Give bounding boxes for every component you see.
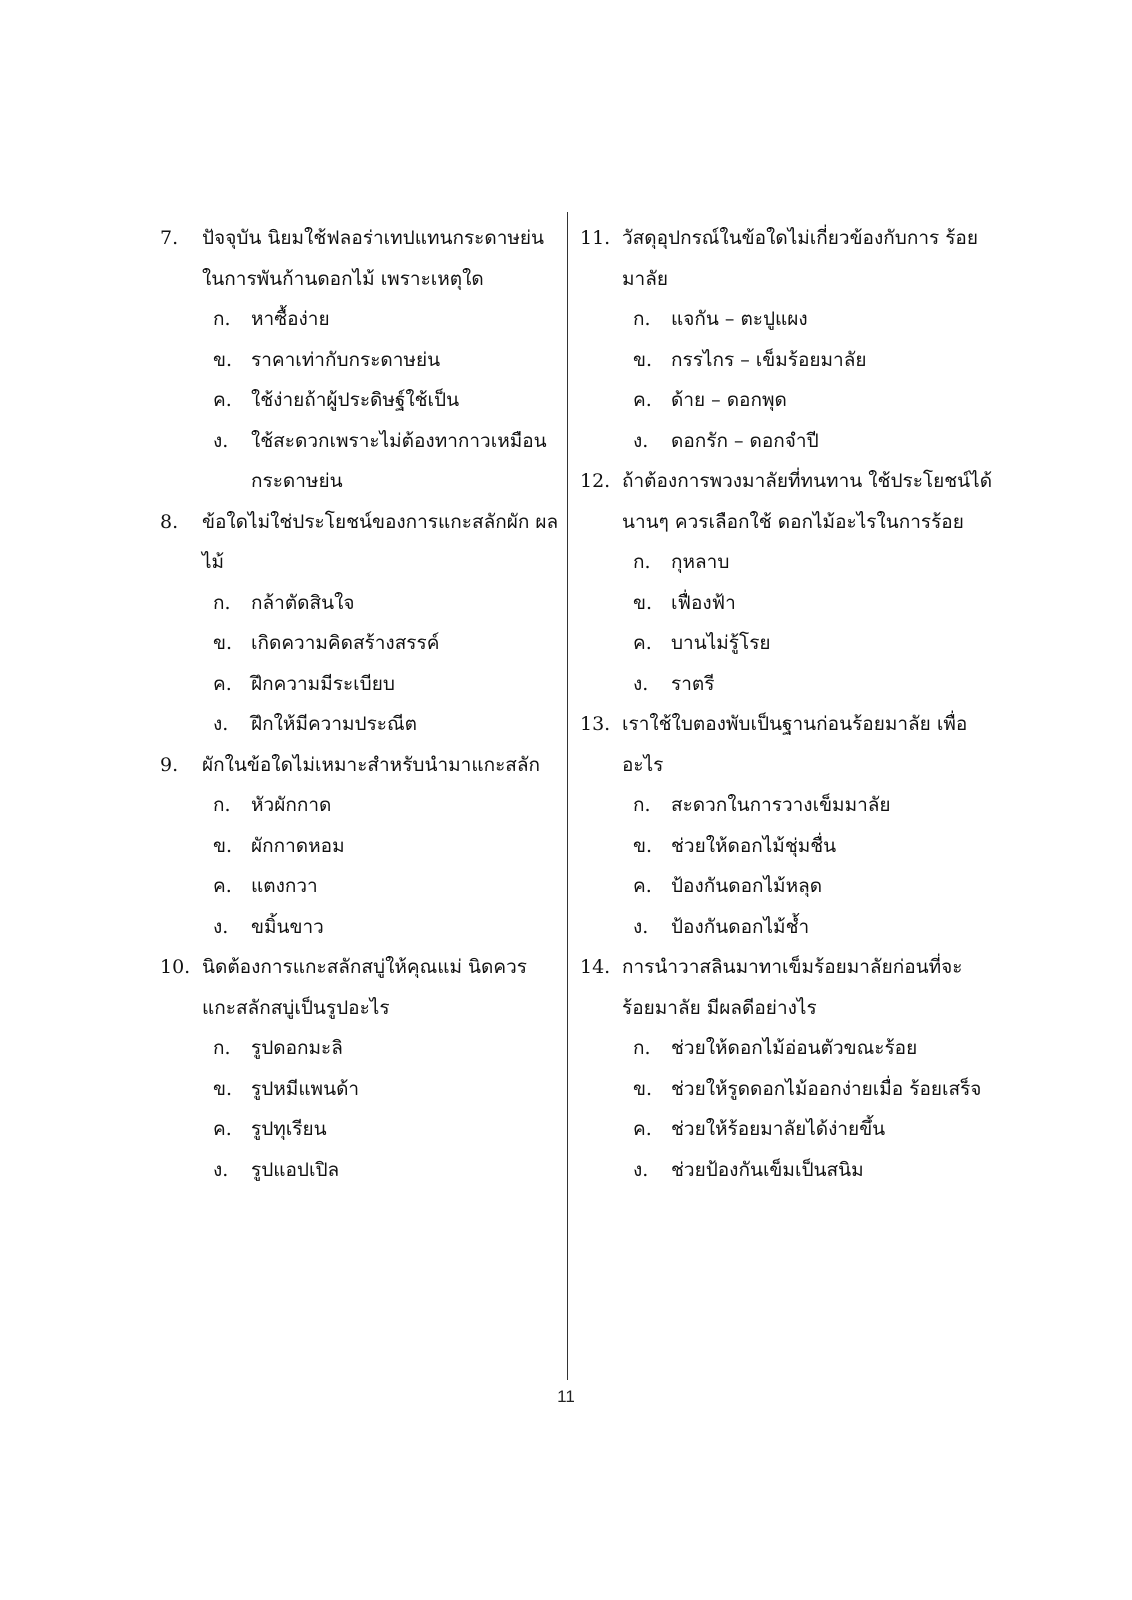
answer-option bbox=[160, 664, 560, 705]
option-letter: ค. bbox=[633, 632, 652, 654]
question bbox=[160, 947, 560, 1190]
option-letter: ก. bbox=[633, 551, 651, 573]
answer-option bbox=[160, 380, 560, 421]
option-text: กรรไกร – เข็มร้อยมาลัย bbox=[671, 348, 867, 371]
option-letter: ก. bbox=[633, 794, 651, 816]
option-text: สะดวกในการวางเข็มมาลัย bbox=[671, 794, 891, 816]
option-letter: ง. bbox=[213, 915, 229, 938]
option-letter: ก. bbox=[213, 591, 231, 614]
question bbox=[160, 218, 560, 502]
option-letter: ค. bbox=[213, 389, 232, 411]
question-number: 14. bbox=[580, 956, 611, 978]
question-text: ผักในข้อใดไม่เหมาะสำหรับนำมาแกะสลัก bbox=[202, 753, 541, 776]
question-stem bbox=[580, 461, 1000, 542]
option-text: ฝึกความมีระเบียบ bbox=[251, 672, 395, 695]
question-text: ถ้าต้องการพวงมาลัยที่ทนทาน ใช้ประโยชน์ได้นานๆ ควรเลือกใช้ ดอกไม้อะไรในการร้อย bbox=[622, 470, 993, 533]
answer-option bbox=[580, 907, 1000, 948]
answer-option bbox=[580, 1069, 1000, 1110]
option-text: ช่วยให้ร้อยมาลัยได้ง่ายขึ้น bbox=[671, 1118, 886, 1140]
option-text: รูปแอปเปิล bbox=[251, 1158, 340, 1181]
option-text: ขมิ้นขาว bbox=[251, 915, 324, 938]
answer-option bbox=[160, 785, 560, 826]
option-letter: ง. bbox=[633, 429, 649, 452]
page-number: 11 bbox=[557, 1387, 575, 1406]
option-text: ราคาเท่ากับกระดาษย่น bbox=[251, 348, 441, 371]
question-stem bbox=[160, 947, 560, 1028]
option-letter: ง. bbox=[633, 1158, 649, 1181]
question-number: 7. bbox=[160, 227, 179, 249]
question bbox=[160, 745, 560, 948]
question-stem bbox=[160, 218, 560, 299]
option-text: ฝึกให้มีความประณีต bbox=[251, 713, 417, 735]
left-column bbox=[160, 218, 560, 1190]
option-text: เฟื่องฟ้า bbox=[671, 591, 736, 614]
answer-option bbox=[580, 380, 1000, 421]
answer-option bbox=[580, 826, 1000, 867]
option-text: แตงกวา bbox=[251, 875, 318, 897]
option-letter: ง. bbox=[213, 1158, 229, 1181]
answer-option bbox=[160, 583, 560, 624]
option-letter: ก. bbox=[213, 1037, 231, 1059]
option-text: ช่วยให้รูดดอกไม้ออกง่ายเมื่อ ร้อยเสร็จ bbox=[671, 1077, 982, 1100]
answer-option bbox=[160, 623, 560, 664]
answer-option bbox=[580, 421, 1000, 462]
answer-option bbox=[580, 623, 1000, 664]
answer-option bbox=[160, 1150, 560, 1191]
question-stem bbox=[580, 218, 1000, 299]
question bbox=[160, 502, 560, 745]
answer-option bbox=[580, 664, 1000, 705]
option-letter: ก. bbox=[213, 308, 231, 330]
question-text: ข้อใดไม่ใช่ประโยชน์ของการแกะสลักผัก ผลไม้ bbox=[202, 510, 559, 573]
right-column bbox=[580, 218, 1000, 1190]
option-text: กล้าตัดสินใจ bbox=[251, 591, 355, 614]
option-letter: ง. bbox=[633, 915, 649, 938]
question-number: 8. bbox=[160, 510, 179, 533]
answer-option bbox=[580, 1028, 1000, 1069]
option-text: รูปดอกมะลิ bbox=[251, 1037, 343, 1059]
answer-option bbox=[160, 1069, 560, 1110]
option-letter: ข. bbox=[633, 591, 653, 614]
option-letter: ข. bbox=[213, 632, 233, 654]
answer-option bbox=[160, 1028, 560, 1069]
answer-option bbox=[580, 785, 1000, 826]
option-text: ช่วยให้ดอกไม้อ่อนตัวขณะร้อย bbox=[671, 1037, 918, 1059]
answer-option bbox=[580, 299, 1000, 340]
answer-option bbox=[580, 1109, 1000, 1150]
question-stem bbox=[160, 745, 560, 786]
option-text: ด้าย – ดอกพุด bbox=[671, 389, 787, 411]
option-text: ป้องกันดอกไม้หลุด bbox=[671, 875, 823, 897]
option-letter: ค. bbox=[213, 1118, 232, 1140]
option-letter: ก. bbox=[633, 308, 651, 330]
option-text: แจกัน – ตะปูแผง bbox=[671, 308, 808, 330]
option-letter: ง. bbox=[213, 429, 229, 452]
option-text: หาซื้อง่าย bbox=[251, 308, 330, 330]
question-stem bbox=[160, 502, 560, 583]
question-number: 9. bbox=[160, 753, 179, 776]
answer-option bbox=[160, 704, 560, 745]
question-text: ปัจจุบัน นิยมใช้ฟลอร่าเทปแทนกระดาษย่น ในการพันก้านดอกไม้ เพราะเหตุใด bbox=[202, 227, 545, 290]
option-letter: ก. bbox=[213, 794, 231, 816]
option-text: หัวผักกาด bbox=[251, 794, 332, 816]
option-text: กุหลาบ bbox=[671, 551, 730, 573]
question-number: 12. bbox=[580, 470, 611, 492]
question-number: 11. bbox=[580, 227, 611, 249]
question-text: การนำวาสลินมาทาเข็มร้อยมาลัยก่อนที่จะ ร้อยมาลัย มีผลดีอย่างไร bbox=[622, 956, 963, 1019]
option-text: ช่วยให้ดอกไม้ชุ่มชื่น bbox=[671, 834, 837, 857]
question bbox=[580, 218, 1000, 461]
option-letter: ง. bbox=[633, 672, 649, 695]
answer-option bbox=[580, 583, 1000, 624]
option-text: ใช้สะดวกเพราะไม่ต้องทากาวเหมือน กระดาษย่น bbox=[251, 429, 547, 492]
answer-option bbox=[160, 866, 560, 907]
option-letter: ค. bbox=[633, 1118, 652, 1140]
answer-option bbox=[580, 542, 1000, 583]
option-text: ผักกาดหอม bbox=[251, 834, 345, 857]
answer-option bbox=[580, 866, 1000, 907]
option-letter: ข. bbox=[213, 348, 233, 371]
option-letter: ข. bbox=[633, 834, 653, 857]
option-letter: ง. bbox=[213, 713, 229, 735]
column-divider bbox=[567, 212, 568, 1380]
question-text: เราใช้ใบตองพับเป็นฐานก่อนร้อยมาลัย เพื่ออะไร bbox=[622, 713, 968, 776]
question-stem bbox=[580, 704, 1000, 785]
option-letter: ข. bbox=[213, 834, 233, 857]
option-text: รูปทุเรียน bbox=[251, 1118, 327, 1140]
option-letter: ข. bbox=[633, 348, 653, 371]
option-letter: ก. bbox=[633, 1037, 651, 1059]
answer-option bbox=[580, 340, 1000, 381]
answer-option bbox=[160, 299, 560, 340]
question-number: 13. bbox=[580, 713, 611, 735]
option-text: ราตรี bbox=[671, 672, 715, 695]
answer-option bbox=[580, 1150, 1000, 1191]
answer-option bbox=[160, 421, 560, 502]
question-stem bbox=[580, 947, 1000, 1028]
option-text: เกิดความคิดสร้างสรรค์ bbox=[251, 632, 440, 654]
option-letter: ค. bbox=[633, 875, 652, 897]
question bbox=[580, 461, 1000, 704]
option-text: ป้องกันดอกไม้ช้ำ bbox=[671, 915, 810, 938]
question-text: วัสดุอุปกรณ์ในข้อใดไม่เกี่ยวข้องกับการ ร้อยมาลัย bbox=[622, 227, 978, 290]
option-letter: ข. bbox=[213, 1077, 233, 1100]
option-text: ใช้ง่ายถ้าผู้ประดิษฐ์ใช้เป็น bbox=[251, 389, 460, 411]
answer-option bbox=[160, 907, 560, 948]
option-letter: ข. bbox=[633, 1077, 653, 1100]
option-letter: ค. bbox=[213, 672, 232, 695]
option-text: บานไม่รู้โรย bbox=[671, 632, 771, 654]
question bbox=[580, 947, 1000, 1190]
answer-option bbox=[160, 1109, 560, 1150]
option-text: ช่วยป้องกันเข็มเป็นสนิม bbox=[671, 1158, 864, 1181]
question-text: นิดต้องการแกะสลักสบู่ให้คุณแม่ นิดควร แกะสลักสบู่เป็นรูปอะไร bbox=[202, 956, 527, 1019]
option-text: รูปหมีแพนด้า bbox=[251, 1077, 360, 1100]
question bbox=[580, 704, 1000, 947]
option-text: ดอกรัก – ดอกจำปี bbox=[671, 429, 819, 452]
option-letter: ค. bbox=[213, 875, 232, 897]
answer-option bbox=[160, 826, 560, 867]
option-letter: ค. bbox=[633, 389, 652, 411]
question-number: 10. bbox=[160, 956, 191, 978]
answer-option bbox=[160, 340, 560, 381]
